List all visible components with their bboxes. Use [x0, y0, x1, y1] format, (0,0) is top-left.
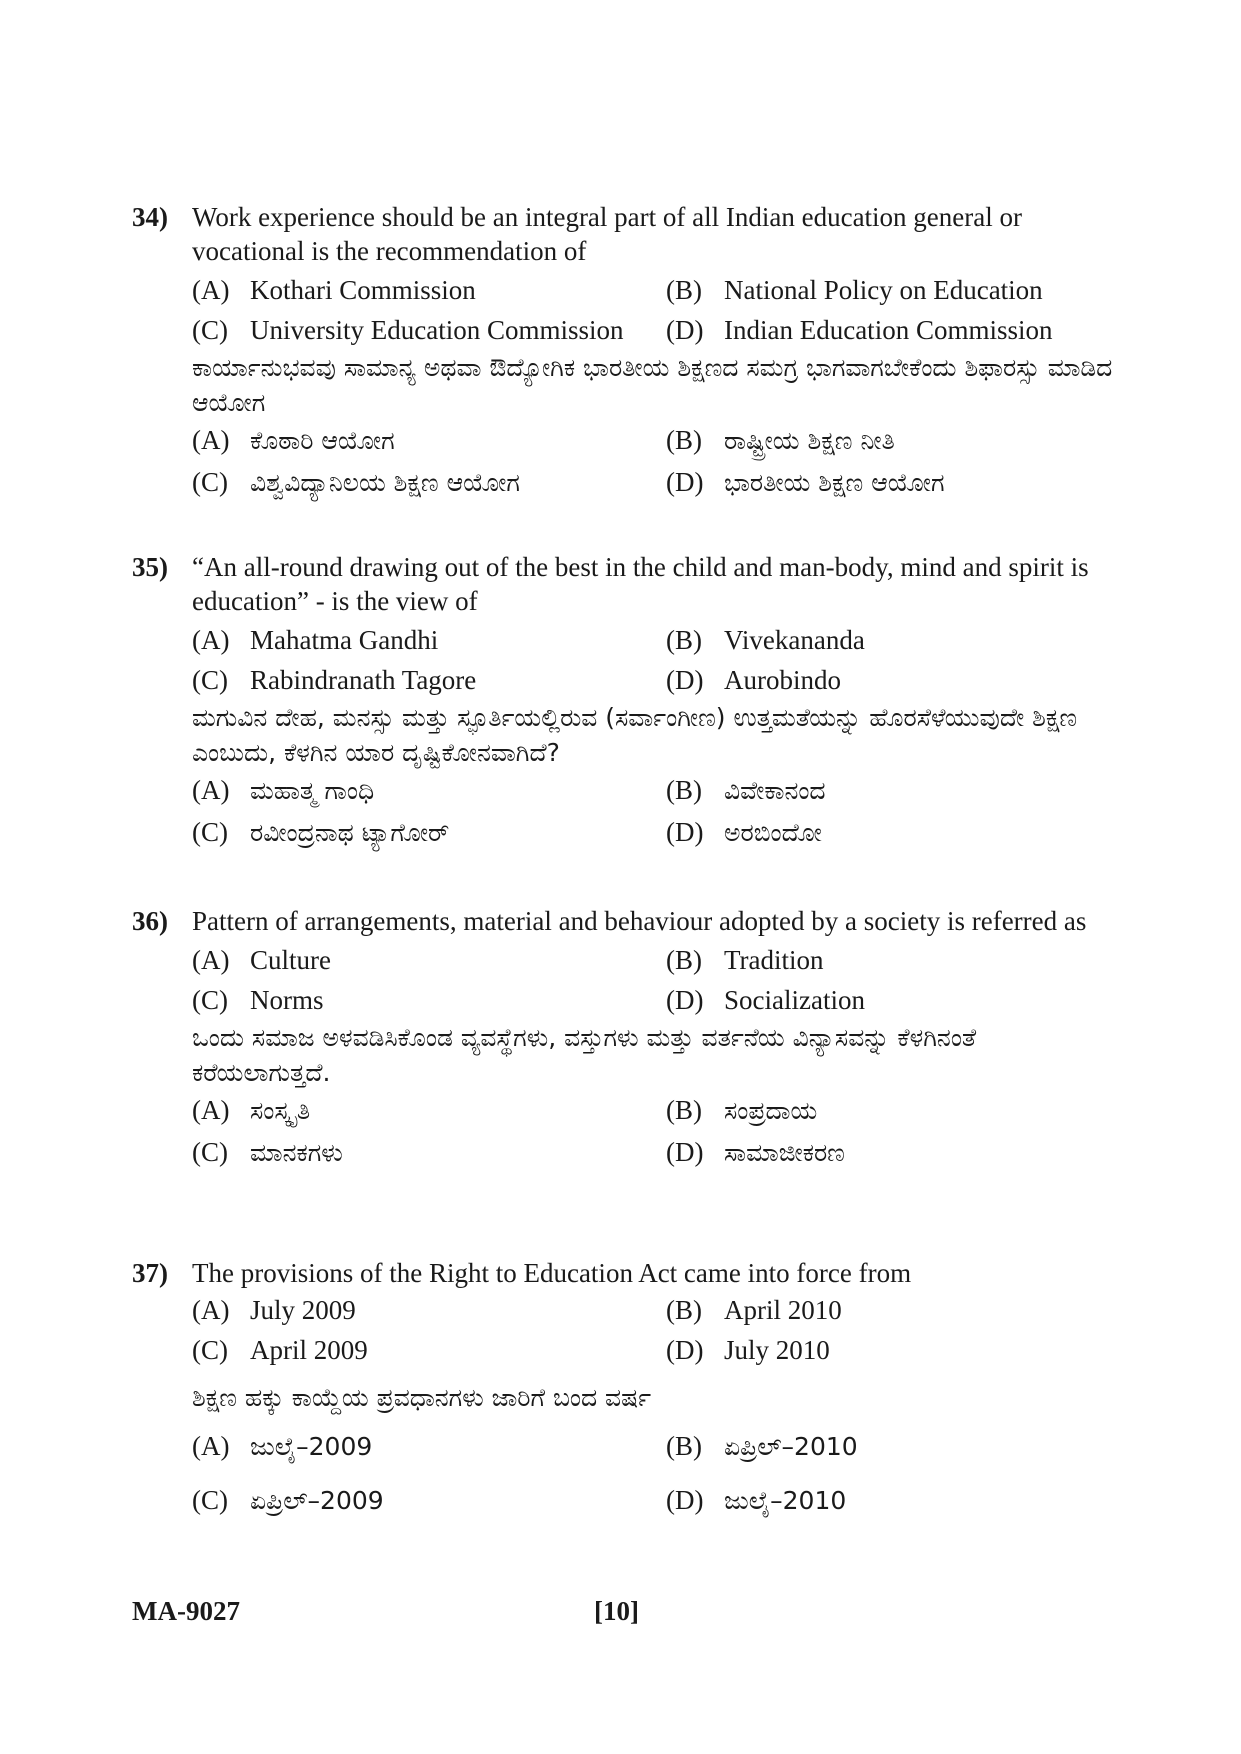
option-d-en: (D) July 2010	[666, 1335, 830, 1365]
options-kn	[192, 1090, 1122, 1174]
option-a-en: (A) Kothari Commission	[192, 275, 476, 305]
question-34	[132, 200, 1122, 504]
option-c-kn: (C) ರವೀಂದ್ರನಾಥ ಟ್ಯಾಗೋರ್	[192, 817, 450, 847]
option-b-kn: (B) ವಿವೇಕಾನಂದ	[666, 775, 826, 805]
question-35	[132, 550, 1122, 854]
option-c-kn: (C) ವಿಶ್ವವಿದ್ಯಾನಿಲಯ ಶಿಕ್ಷಣ ಆಯೋಗ	[192, 467, 520, 497]
option-b-en: (B) Vivekananda	[666, 625, 865, 655]
option-a-en: (A) Mahatma Gandhi	[192, 625, 439, 655]
option-b-kn: (B) ಸಂಪ್ರದಾಯ	[666, 1095, 818, 1125]
option-b-en: (B) National Policy on Education	[666, 275, 1043, 305]
options-en	[192, 1290, 1122, 1370]
question-text-kn: ಕಾರ್ಯಾನುಭವವು ಸಾಮಾನ್ಯ ಅಥವಾ ಔದ್ಯೋಗಿಕ ಭಾರತೀಯ ಶಿಕ್ಷಣದ ಸಮಗ್ರ ಭಾಗವಾಗಬೇಕೆಂದು ಶಿಫಾರಸ್ಸು ಮಾಡಿದ ಆಯೋಗ	[192, 353, 1113, 417]
option-d-kn: (D) ಜುಲೈ–2010	[666, 1485, 847, 1515]
option-d-kn: (D) ಭಾರತೀಯ ಶಿಕ್ಷಣ ಆಯೋಗ	[666, 467, 945, 497]
option-c-en: (C) April 2009	[192, 1335, 368, 1365]
option-d-en: (D) Socialization	[666, 985, 865, 1015]
question-number: 35)	[132, 552, 168, 582]
option-d-en: (D) Aurobindo	[666, 665, 841, 695]
option-c-kn: (C) ಏಪ್ರಿಲ್–2009	[192, 1485, 384, 1515]
option-a-en: (A) Culture	[192, 945, 331, 975]
option-a-kn: (A) ಕೊಠಾರಿ ಆಯೋಗ	[192, 425, 395, 455]
option-b-en: (B) April 2010	[666, 1295, 842, 1325]
options-en	[192, 270, 1122, 350]
options-en	[192, 620, 1122, 700]
question-text-en: “An all-round drawing out of the best in the child and man-body, mind and spirit is education” - is the view of	[192, 552, 1089, 616]
option-c-en: (C) Norms	[192, 985, 324, 1015]
option-d-kn: (D) ಅರಬಿಂದೋ	[666, 817, 822, 847]
exam-code: MA-9027	[132, 1596, 240, 1626]
option-a-kn: (A) ಸಂಸ್ಕೃತಿ	[192, 1095, 311, 1125]
question-text-kn: ಒಂದು ಸಮಾಜ ಅಳವಡಿಸಿಕೊಂಡ ವ್ಯವಸ್ಥೆಗಳು, ವಸ್ತುಗಳು ಮತ್ತು ವರ್ತನೆಯ ವಿನ್ಯಾಸವನ್ನು ಕೆಳಗಿನಂತೆ ಕರೆಯಲಾಗುತ್ತದೆ.	[192, 1023, 977, 1087]
option-c-en: (C) Rabindranath Tagore	[192, 665, 477, 695]
question-37	[132, 1256, 1122, 1528]
option-c-kn: (C) ಮಾನಕಗಳು	[192, 1137, 343, 1167]
options-kn	[192, 420, 1122, 504]
question-text-kn: ಮಗುವಿನ ದೇಹ, ಮನಸ್ಸು ಮತ್ತು ಸ್ಫೂರ್ತಿಯಲ್ಲಿರುವ (ಸರ್ವಾಂಗೀಣ) ಉತ್ತಮತೆಯನ್ನು ಹೊರಸೆಳೆಯುವುದೇ ಶಿಕ್ಷಣ ಎಂಬುದು, ಕೆಳಗಿನ ಯಾರ ದೃಷ್ಟಿಕೋನವಾಗಿದೆ?	[192, 703, 1078, 767]
option-a-kn: (A) ಮಹಾತ್ಮ ಗಾಂಧಿ	[192, 775, 375, 805]
question-36	[132, 904, 1122, 1174]
question-number: 34)	[132, 202, 168, 232]
options-kn	[192, 1420, 1122, 1528]
question-number: 37)	[132, 1258, 168, 1288]
option-a-kn: (A) ಜುಲೈ–2009	[192, 1431, 373, 1461]
option-b-kn: (B) ರಾಷ್ಟ್ರೀಯ ಶಿಕ್ಷಣ ನೀತಿ	[666, 425, 895, 455]
option-b-en: (B) Tradition	[666, 945, 824, 975]
options-en	[192, 940, 1122, 1020]
options-kn	[192, 770, 1122, 854]
question-text-kn: ಶಿಕ್ಷಣ ಹಕ್ಕು ಕಾಯ್ದೆಯ ಪ್ರವಧಾನಗಳು ಜಾರಿಗೆ ಬಂದ ವರ್ಷ	[192, 1383, 652, 1412]
option-d-kn: (D) ಸಾಮಾಜೀಕರಣ	[666, 1137, 845, 1167]
page-number: [10]	[594, 1596, 639, 1626]
option-c-en: (C) University Education Commission	[192, 315, 624, 345]
option-a-en: (A) July 2009	[192, 1295, 356, 1325]
option-b-kn: (B) ಏಪ್ರಿಲ್–2010	[666, 1431, 858, 1461]
question-text-en: Work experience should be an integral part of all Indian education general or vocational is the recommendation of	[192, 202, 1022, 266]
question-text-en: Pattern of arrangements, material and behaviour adopted by a society is referred as	[192, 906, 1087, 936]
option-d-en: (D) Indian Education Commission	[666, 315, 1053, 345]
question-text-en: The provisions of the Right to Education Act came into force from	[192, 1258, 912, 1288]
question-number: 36)	[132, 906, 168, 936]
